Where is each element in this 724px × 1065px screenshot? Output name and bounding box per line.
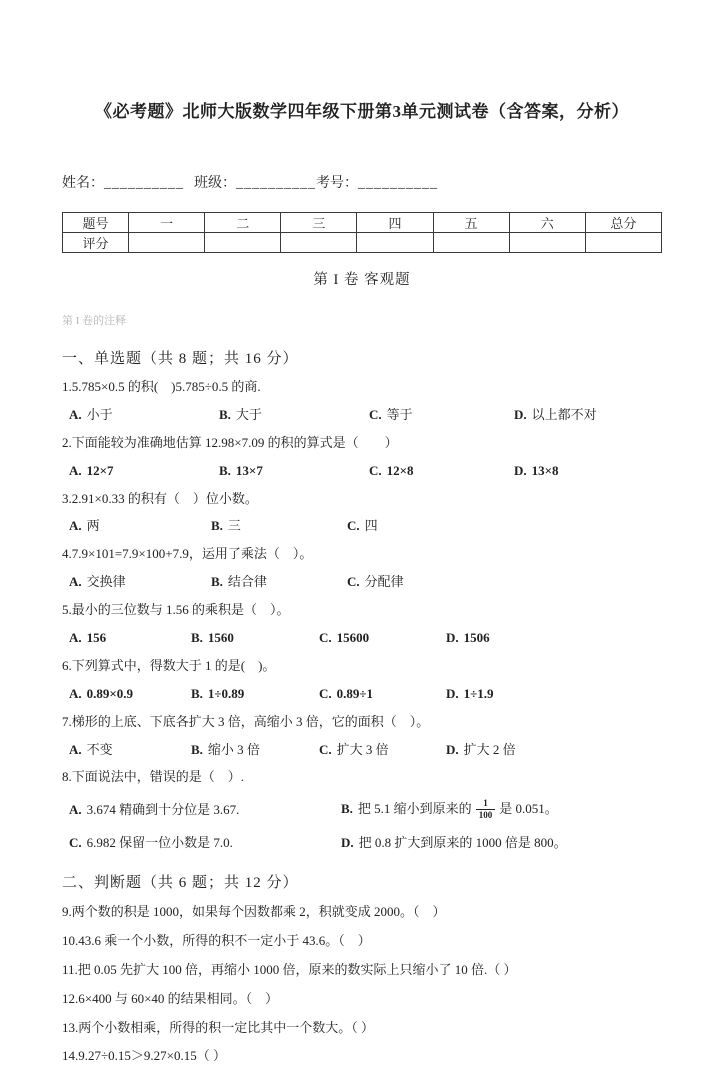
option-text: 13×8 [531, 462, 559, 478]
option-text: 两 [86, 518, 100, 534]
option-text: 结合律 [227, 574, 267, 590]
score-table-header-row [63, 213, 662, 233]
fraction-1-100 [476, 798, 496, 820]
question-1: 1.5.785×0.5 的积( )5.785÷0.5 的商. [62, 379, 261, 394]
exam-no-blank: __________ [358, 176, 438, 191]
option-c: C. 分配律 [347, 574, 404, 590]
student-info-line [62, 172, 662, 192]
score-table-col-4: 四 [357, 213, 433, 233]
question-13: 13.两个小数相乘，所得的积一定比其中一个数大。（ ） [62, 1019, 375, 1035]
score-cell [357, 233, 433, 253]
option-c: C. 6.982 保留一位小数是 7.0. [69, 835, 233, 851]
question-7: 7.梯形的上底、下底各扩大 3 倍，高缩小 3 倍，它的面积（ ）。 [62, 713, 430, 729]
option-c: C. 四 [347, 518, 378, 534]
option-text: 15600 [336, 630, 370, 646]
question-8-options-row-1 [62, 799, 662, 821]
option-a: A. 156 [69, 630, 107, 646]
option-a: A. 0.89×0.9 [69, 685, 134, 701]
question-11: 11.把 0.05 先扩大 100 倍，再缩小 1000 倍，原来的数实际上只缩小了 10 倍.（ ） [62, 961, 517, 977]
question-3: 3.2.91×0.33 的积有（ ）位小数。 [62, 490, 258, 506]
option-d: D. 1506 [446, 630, 490, 646]
option-a: A. 小于 [69, 406, 113, 422]
volume-1-title: 第 I 卷 客观题 [313, 272, 411, 288]
option-text: 扩大 2 倍 [463, 741, 516, 757]
question-14: 14.9.27÷0.15＞9.27×0.15（ ） [62, 1048, 226, 1064]
option-text: 等于 [386, 406, 413, 422]
score-table-col-3: 三 [281, 213, 357, 233]
fraction-denominator: 100 [476, 809, 496, 820]
option-text: 三 [227, 518, 241, 534]
question-6: 6.下列算式中，得数大于 1 的是( )。 [62, 657, 276, 673]
score-row-label: 评分 [63, 233, 129, 253]
option-d: D. 13×8 [514, 462, 559, 478]
option-b: B. 13×7 [219, 462, 263, 478]
option-text: 1560 [207, 630, 234, 646]
section-choice-heading: 一、单选题（共 8 题；共 16 分） [62, 351, 299, 367]
question-5-options [62, 630, 662, 647]
option-a: A. 交换律 [69, 574, 126, 590]
option-a: A. 12×7 [69, 462, 114, 478]
option-text: 1506 [463, 630, 490, 646]
option-c: C. 12×8 [369, 462, 414, 478]
option-text: 大于 [235, 406, 262, 422]
option-text: 缩小 3 倍 [207, 741, 260, 757]
option-text: 以上都不对 [531, 406, 597, 422]
score-cell [205, 233, 281, 253]
question-2-options [62, 463, 662, 480]
option-c: C. 扩大 3 倍 [319, 741, 389, 757]
option-d: D. 把 0.8 扩大到原来的 1000 倍是 800。 [341, 835, 567, 851]
option-text: 0.89÷1 [336, 685, 374, 701]
option-text: 3.674 精确到十分位是 3.67. [86, 801, 240, 817]
score-table-col-total: 总分 [585, 213, 661, 233]
name-blank: __________ [104, 176, 184, 191]
class-label: 班级： [194, 176, 236, 191]
score-table-col-6: 六 [509, 213, 585, 233]
option-b: B. 1560 [191, 630, 234, 646]
question-9: 9.两个数的积是 1000，如果每个因数都乘 2，积就变成 2000。（ ） [62, 903, 446, 919]
option-a: A. 3.674 精确到十分位是 3.67. [69, 801, 240, 817]
question-10: 10.43.6 乘一个小数，所得的积不一定小于 43.6。（ ） [62, 932, 371, 948]
volume-1-note: 第 I 卷的注释 [62, 315, 127, 327]
option-b: B. 结合律 [211, 574, 267, 590]
question-6-options [62, 686, 662, 703]
option-text: 交换律 [86, 574, 126, 590]
name-label: 姓名： [62, 176, 104, 191]
option-c: C. 15600 [319, 630, 370, 646]
option-d: D. 扩大 2 倍 [446, 741, 516, 757]
option-a: A. 两 [69, 518, 100, 534]
score-table-corner: 题号 [63, 213, 129, 233]
option-text: 不变 [86, 741, 113, 757]
option-text: 12×8 [386, 462, 414, 478]
question-4: 4.7.9×101=7.9×100+7.9，运用了乘法（ ）。 [62, 546, 313, 562]
score-table-col-5: 五 [433, 213, 509, 233]
question-5: 5.最小的三位数与 1.56 的乘积是（ ）。 [62, 602, 290, 618]
option-text-post: 是 0.051。 [499, 801, 558, 817]
score-table-col-1: 一 [129, 213, 205, 233]
fraction-numerator: 1 [483, 798, 488, 809]
paper-title: 《必考题》北师大版数学四年级下册第3单元测试卷（含答案，分析） [95, 102, 629, 121]
option-b: B. 1÷0.89 [191, 685, 245, 701]
option-text: 0.89×0.9 [86, 685, 134, 701]
option-text: 156 [86, 630, 107, 646]
question-3-options [62, 518, 662, 535]
option-b: B. 把 5.1 缩小到原来的 $\frac{1}{100}$ 是 0.051。 [341, 798, 558, 820]
question-8: 8.下面说法中，错误的是（ ）. [62, 769, 245, 785]
option-b: B. 缩小 3 倍 [191, 741, 260, 757]
option-d: D. 1÷1.9 [446, 685, 494, 701]
score-table [62, 212, 662, 253]
question-8-options-row-2 [62, 835, 662, 852]
score-cell [509, 233, 585, 253]
option-d: D. 以上都不对 [514, 406, 597, 422]
option-text: 分配律 [364, 574, 404, 590]
option-c: C. 等于 [369, 406, 413, 422]
option-text-pre: 把 5.1 缩小到原来的 [357, 801, 472, 817]
question-1-options [62, 407, 662, 424]
option-text: 1÷1.9 [463, 685, 494, 701]
score-cell [129, 233, 205, 253]
option-a: A. 不变 [69, 741, 113, 757]
option-text: 12×7 [86, 462, 114, 478]
option-text: 把 0.8 扩大到原来的 1000 倍是 800。 [358, 835, 567, 851]
score-cell [433, 233, 509, 253]
option-b: B. 大于 [219, 406, 262, 422]
question-2: 2.下面能较为准确地估算 12.98×7.09 的积的算式是（ ） [62, 434, 398, 450]
section-judge-heading: 二、判断题（共 6 题；共 12 分） [62, 874, 299, 891]
option-text: 四 [364, 518, 378, 534]
option-text: 小于 [86, 406, 113, 422]
option-b: B. 三 [211, 518, 241, 534]
question-12: 12.6×400 与 60×40 的结果相同。（ ） [62, 990, 279, 1006]
option-text: 6.982 保留一位小数是 7.0. [86, 835, 233, 851]
question-4-options [62, 574, 662, 591]
score-cell [585, 233, 661, 253]
score-cell [281, 233, 357, 253]
option-text: 13×7 [235, 462, 263, 478]
option-text: 1÷0.89 [207, 685, 245, 701]
score-table-col-2: 二 [205, 213, 281, 233]
option-text: 扩大 3 倍 [336, 741, 389, 757]
class-blank: __________ [236, 176, 316, 191]
score-table-score-row [63, 233, 662, 253]
exam-no-label: 考号： [316, 176, 358, 191]
option-c: C. 0.89÷1 [319, 685, 374, 701]
question-7-options [62, 742, 662, 759]
